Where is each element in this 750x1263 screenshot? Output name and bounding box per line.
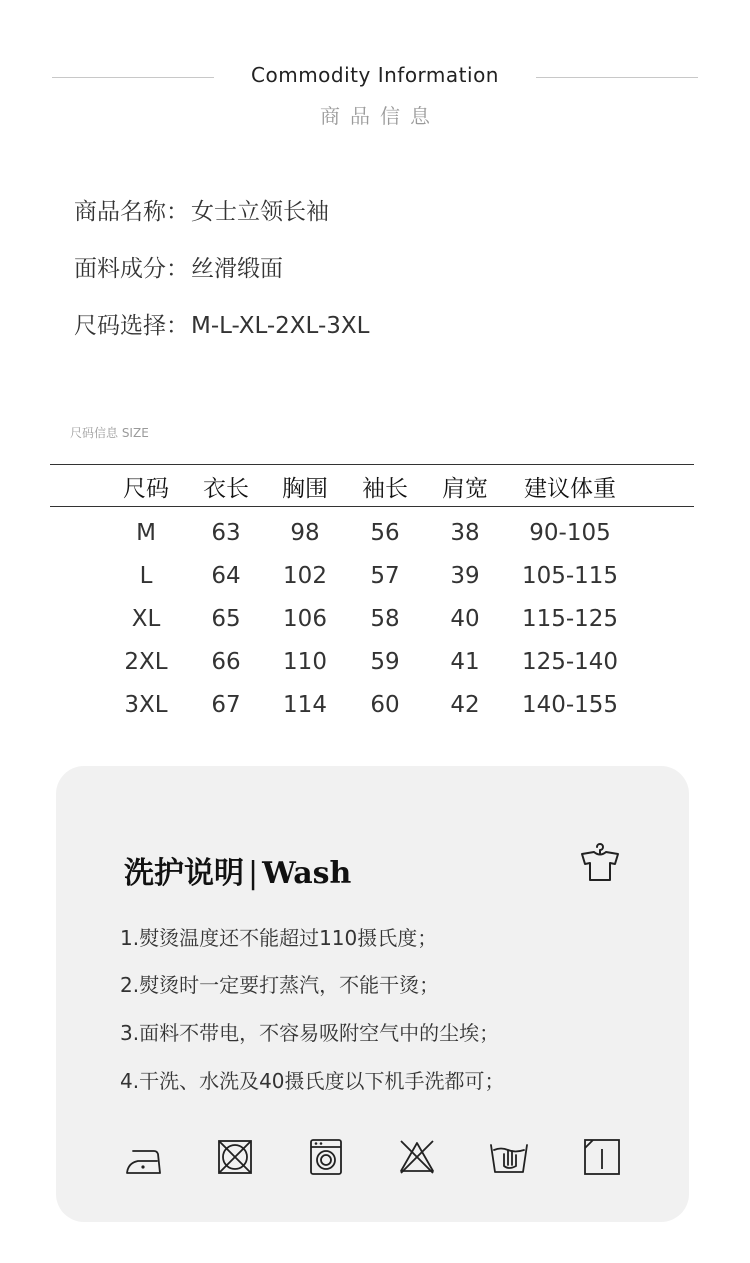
table-cell: 40 xyxy=(450,606,480,632)
no-tumble-dry-icon xyxy=(215,1137,255,1177)
table-cell: 63 xyxy=(211,520,241,546)
table-cell: 58 xyxy=(370,606,400,632)
table-header-cell: 袖长 xyxy=(362,476,408,502)
wash-title-cn: 洗护说明 xyxy=(124,856,244,891)
table-cell: M xyxy=(136,520,156,546)
table-top-rule xyxy=(50,464,694,465)
table-cell: 39 xyxy=(450,563,480,589)
table-cell: 65 xyxy=(211,606,241,632)
wash-title-en: Wash xyxy=(262,856,352,891)
table-header-cell: 衣长 xyxy=(203,476,249,502)
care-item: 3.面料不带电，不容易吸附空气中的尘埃； xyxy=(120,1021,500,1045)
table-cell: 42 xyxy=(450,692,480,718)
info-row-sizes xyxy=(74,307,369,340)
info-label: 商品名称： xyxy=(74,199,189,225)
hand-wash-icon xyxy=(489,1137,529,1177)
care-item: 2.熨烫时一定要打蒸汽，不能干烫； xyxy=(120,973,440,997)
iron-icon xyxy=(124,1137,164,1177)
table-cell: 59 xyxy=(370,649,400,675)
table-cell: 60 xyxy=(370,692,400,718)
table-cell: L xyxy=(139,563,153,589)
info-value: 丝滑缎面 xyxy=(191,256,283,282)
info-row-fabric xyxy=(74,250,283,283)
size-table-caption: 尺码信息 SIZE xyxy=(70,426,149,440)
table-cell: 56 xyxy=(370,520,400,546)
table-cell: XL xyxy=(131,606,161,632)
table-cell: 38 xyxy=(450,520,480,546)
table-cell: 57 xyxy=(370,563,400,589)
info-label: 尺码选择： xyxy=(74,313,189,339)
care-item: 4.干洗、水洗及40摄氏度以下机手洗都可； xyxy=(120,1069,505,1093)
header-subtitle: 商品信息 xyxy=(320,104,440,128)
table-cell: 3XL xyxy=(124,692,168,718)
table-header-cell: 肩宽 xyxy=(442,476,488,502)
table-cell: 105-115 xyxy=(521,563,619,589)
table-cell: 41 xyxy=(450,649,480,675)
table-cell: 115-125 xyxy=(521,606,619,632)
wash-title-separator: | xyxy=(248,856,259,891)
header-title: Commodity Information xyxy=(251,63,499,87)
shirt-drying-icon xyxy=(578,840,622,882)
no-bleach-icon xyxy=(397,1137,437,1177)
info-value: M-L-XL-2XL-3XL xyxy=(191,313,370,339)
info-row-name xyxy=(74,193,329,226)
info-label: 面料成分： xyxy=(74,256,189,282)
table-header-cell: 胸围 xyxy=(282,476,328,502)
table-header-rule xyxy=(50,506,694,507)
table-cell: 140-155 xyxy=(521,692,619,718)
table-cell: 125-140 xyxy=(521,649,619,675)
care-item: 1.熨烫温度还不能超过110摄氏度； xyxy=(120,926,438,950)
table-cell: 102 xyxy=(283,563,327,589)
table-cell: 114 xyxy=(283,692,327,718)
table-cell: 106 xyxy=(283,606,327,632)
line-dry-icon xyxy=(582,1137,622,1177)
info-value: 女士立领长袖 xyxy=(191,199,329,225)
table-cell: 90-105 xyxy=(529,520,611,546)
table-cell: 98 xyxy=(290,520,320,546)
table-cell: 66 xyxy=(211,649,241,675)
table-cell: 64 xyxy=(211,563,241,589)
table-header-cell: 建议体重 xyxy=(524,476,616,502)
table-cell: 2XL xyxy=(124,649,168,675)
wash-title xyxy=(124,848,351,892)
table-header-cell: 尺码 xyxy=(123,476,169,502)
washing-machine-icon xyxy=(306,1137,346,1177)
table-cell: 67 xyxy=(211,692,241,718)
table-cell: 110 xyxy=(283,649,327,675)
